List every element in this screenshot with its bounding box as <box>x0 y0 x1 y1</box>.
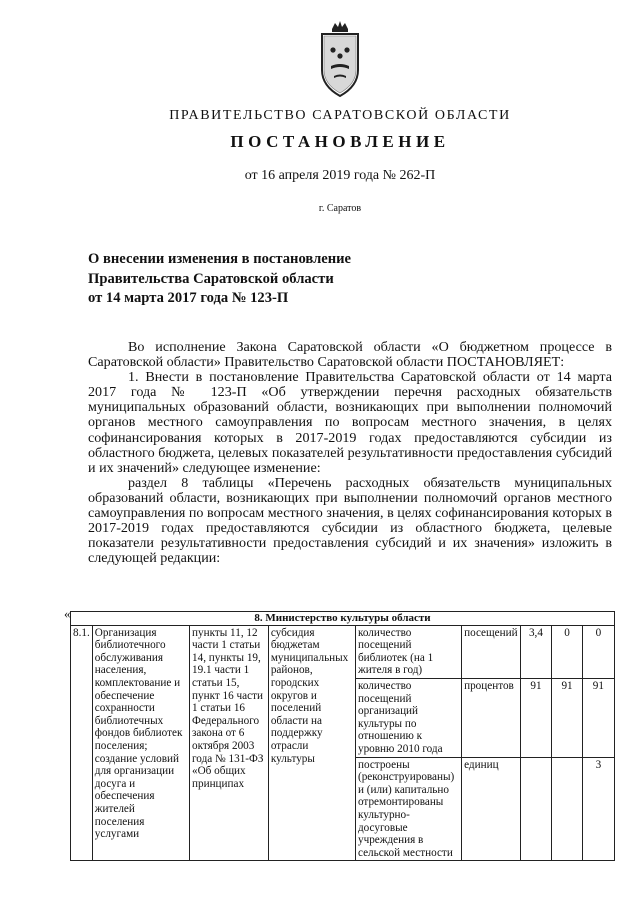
coat-of-arms-icon <box>318 20 362 98</box>
indicator-value-2019: 0 <box>582 625 614 678</box>
indicator-value-2019: 3 <box>582 757 614 861</box>
document-type: ПОСТАНОВЛЕНИЕ <box>230 132 450 151</box>
indicator-value-2017: 3,4 <box>520 625 552 678</box>
document-body <box>88 340 612 566</box>
subject-line-3: от 14 марта 2017 года № 123-П <box>88 290 289 306</box>
indicator-value-2018 <box>552 757 582 861</box>
opening-quote: « <box>64 606 71 621</box>
indicator-value-2017: 91 <box>520 678 552 757</box>
subsidy-cell: субсидия бюджетам муниципальных районов, городских округов и поселений области на поддержку отрасли культуры <box>268 625 355 861</box>
budget-obligations-table <box>70 611 615 861</box>
indicator-unit-cell: процентов <box>462 678 520 757</box>
subject-line-1: О внесении изменения в постановление <box>88 251 352 267</box>
section-title: 8. Министерство культуры области <box>71 612 615 626</box>
legal-basis-cell: пункты 11, 12 части 1 статьи 14, пункты 19, 19.1 части 1 статьи 15, пункт 16 части 1 статьи 16 Федерального закона от 6 октября 2003 года № 131-ФЗ «Об общих принципах <box>190 625 269 861</box>
document-subject <box>88 250 351 309</box>
indicator-name-cell: количество посещений организаций культуры по отношению к уровню 2010 года <box>355 678 461 757</box>
indicator-value-2018: 91 <box>552 678 582 757</box>
obligation-cell: Организация библиотечного обслуживания населения, комплектование и обеспечение сохранности библиотечных фондов библиотек поселения; создание условий для организации досуга и обеспечения жителей поселения услугами <box>92 625 189 861</box>
indicator-unit-cell: единиц <box>462 757 520 861</box>
indicator-value-2018: 0 <box>552 625 582 678</box>
indicator-value-2017 <box>520 757 552 861</box>
table-section-header-row <box>71 612 615 626</box>
document-city: г. Саратов <box>318 203 362 214</box>
body-paragraph-1: Во исполнение Закона Саратовской области «О бюджетном процессе в Саратовской области» Правительство Саратовской области ПОСТАНОВЛЯЕТ: <box>88 339 612 371</box>
government-name: ПРАВИТЕЛЬСТВО САРАТОВСКОЙ ОБЛАСТИ <box>169 108 511 123</box>
body-paragraph-3: раздел 8 таблицы «Перечень расходных обязательств муниципальных образований области, возникающих при выполнении полномочий органов местного самоуправления по вопросам местного значения, в целях софинансирования которых в 2017-2019 годах предоставляются субсидии из областного бюджета, целевые показатели результативности предоставления субсидий и их значения» изложить в следующей редакции: <box>88 474 612 567</box>
body-paragraph-2: 1. Внести в постановление Правительства Саратовской области от 14 марта 2017 года № 123-П «Об утверждении перечня расходных обязательств муниципальных образований области, возникающих при выполнении полномочий органов местного самоуправления по вопросам местного значения, в целях софинансирования которых в 2017-2019 годах предоставляются субсидии из областного бюджета, целевых показателей результативности предоставления субсидий и их значений» следующее изменение: <box>88 369 612 476</box>
indicator-name-cell: количество посещений библиотек (на 1 жителя в год) <box>355 625 461 678</box>
table-row <box>71 625 615 678</box>
indicator-name-cell: построены (реконструированы) и (или) капитально отремонтированы культурно-досуговые учреждения в сельской местности <box>355 757 461 861</box>
indicator-unit-cell: посещений <box>462 625 520 678</box>
document-date-number: от 16 апреля 2019 года № 262-П <box>244 168 436 183</box>
subject-line-2: Правительства Саратовской области <box>88 270 334 287</box>
indicator-value-2019: 91 <box>582 678 614 757</box>
row-number-cell: 8.1. <box>71 625 93 861</box>
